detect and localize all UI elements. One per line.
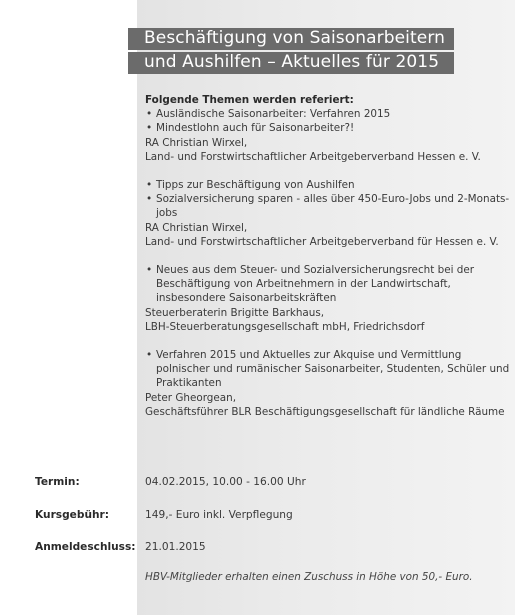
title-line-2: und Aushilfen – Aktuelles für 2015: [128, 52, 454, 74]
termin-label: Termin:: [35, 476, 80, 488]
topic-block-3: [145, 263, 513, 334]
speaker-organization: Geschäftsführer BLR Beschäftigungsgesellschaft für ländliche Räume: [145, 405, 505, 418]
speaker-name: Peter Gheorgean,: [145, 391, 237, 404]
member-subsidy-note: HBV-Mitglieder erhalten einen Zuschuss in Höhe von 50,- Euro.: [145, 571, 473, 583]
topic-item: • Ausländische Saisonarbeiter: Verfahren 2015: [146, 108, 391, 121]
topic-text: Sozialversicherung sparen - alles über 450-Euro-Jobs und 2-Monats-jobs: [156, 193, 510, 220]
topic-item: • Tipps zur Beschäftigung von Aushilfen: [146, 179, 355, 192]
speaker-organization: LBH-Steuerberatungsgesellschaft mbH, Friedrichsdorf: [145, 320, 425, 333]
topic-block-2: [145, 178, 513, 249]
anmeldeschluss-label: Anmeldeschluss:: [35, 541, 136, 553]
topic-item: • Verfahren 2015 und Aktuelles zur Akquise und Vermittlung polnischer und rumänischer Saisonarbeiter, Studenten, Schüler und Praktikanten: [146, 349, 510, 390]
topic-block-4: [145, 348, 513, 419]
topic-block-1: [145, 107, 513, 164]
topic-text: Tipps zur Beschäftigung von Aushilfen: [156, 179, 355, 192]
title-line-1: Beschäftigung von Saisonarbeitern: [128, 28, 454, 50]
topic-text: Mindestlohn auch für Saisonarbeiter?!: [156, 122, 355, 135]
anmeldeschluss-value: 21.01.2015: [145, 541, 206, 553]
speaker-name: Steuerberaterin Brigitte Barkhaus,: [145, 306, 325, 319]
kursgebuehr-value: 149,- Euro inkl. Verpflegung: [145, 509, 293, 521]
speaker-name: RA Christian Wirxel,: [145, 136, 248, 149]
topic-text: Verfahren 2015 und Aktuelles zur Akquise und Vermittlung polnischer und rumänischer Saisonarbeiter, Studenten, Schüler und Praktikanten: [156, 349, 510, 390]
page-title: [128, 28, 454, 76]
speaker-organization: Land- und Forstwirtschaftlicher Arbeitgeberverband Hessen e. V.: [145, 150, 481, 163]
topic-item: • Neues aus dem Steuer- und Sozialversicherungsrecht bei der Beschäftigung von Arbeitnehmern in der Landwirtschaft, insbesondere Saisonarbeitskräften: [146, 264, 475, 305]
topics-section: [145, 93, 513, 433]
topic-text: Ausländische Saisonarbeiter: Verfahren 2015: [156, 108, 391, 121]
termin-value: 04.02.2015, 10.00 - 16.00 Uhr: [145, 476, 306, 488]
topic-item: • Sozialversicherung sparen - alles über 450-Euro-Jobs und 2-Monats-jobs: [146, 193, 510, 220]
topic-item: • Mindestlohn auch für Saisonarbeiter?!: [146, 122, 355, 135]
topic-text: Neues aus dem Steuer- und Sozialversicherungsrecht bei der Beschäftigung von Arbeitnehmern in der Landwirtschaft, insbesondere Saisonarbeitskräften: [156, 264, 475, 305]
speaker-organization: Land- und Forstwirtschaftlicher Arbeitgeberverband für Hessen e. V.: [145, 235, 499, 248]
topics-heading: Folgende Themen werden referiert:: [145, 94, 354, 106]
speaker-name: RA Christian Wirxel,: [145, 221, 248, 234]
kursgebuehr-label: Kursgebühr:: [35, 509, 109, 521]
